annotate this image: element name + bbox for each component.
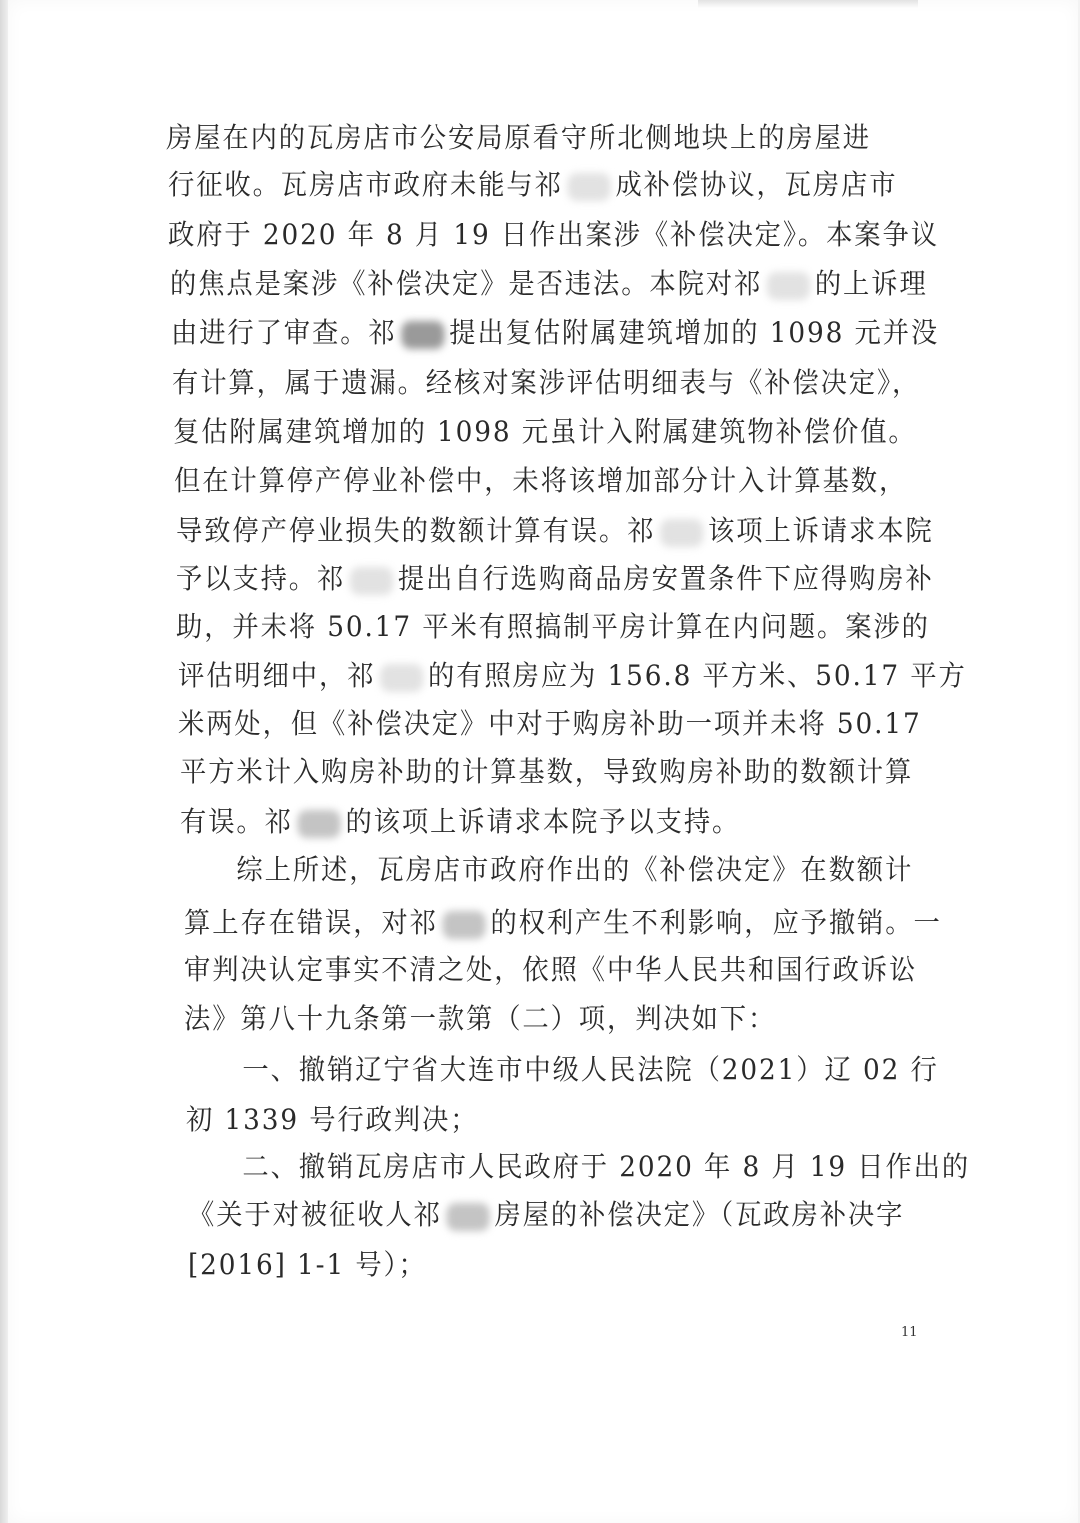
text-segment: 平方米计入购房补助的计算基数，导致购房补助的数额计算 — [180, 755, 914, 788]
text-segment: 房屋在内的瓦房店市公安局原看守所北侧地块上的房屋进 — [166, 121, 872, 154]
text-segment: 评估明细中，祁 — [178, 659, 376, 692]
text-segment: 综上所述，瓦房店市政府作出的《补偿决定》在数额计 — [180, 853, 914, 886]
text-line — [176, 511, 934, 551]
text-segment: 该项上诉请求本院 — [708, 514, 934, 547]
text-line — [168, 165, 897, 205]
text-segment: 算上存在错误，对祁 — [184, 906, 438, 939]
text-line — [188, 1245, 427, 1285]
text-segment: 二、撤销瓦房店市人民政府于 2020 年 8 月 19 日作出的 — [186, 1150, 971, 1183]
text-line — [180, 850, 913, 890]
text-segment: 审判决认定事实不清之处，依照《中华人民共和国行政诉讼 — [184, 953, 918, 986]
text-segment: 行征收。瓦房店市政府未能与祁 — [168, 168, 563, 201]
text-segment: 的焦点是案涉《补偿决定》是否违法。本院对祁 — [170, 267, 763, 300]
text-line — [186, 1050, 939, 1090]
scan-left-edge — [0, 0, 8, 1523]
redacted-name-blur — [346, 564, 397, 598]
text-segment: 成补偿协议，瓦房店市 — [615, 168, 898, 201]
text-line — [174, 461, 907, 501]
text-line — [186, 1147, 970, 1187]
redacted-name-blur — [443, 1200, 494, 1234]
text-line — [180, 802, 740, 842]
text-segment: 《关于对被征收人祁 — [188, 1198, 442, 1231]
text-segment: 有误。祁 — [180, 805, 293, 838]
text-line — [172, 363, 920, 403]
text-segment: 法》第八十九条第一款第（二）项，判决如下： — [184, 1002, 777, 1035]
text-line — [166, 118, 871, 158]
text-segment: 复估附属建筑增加的 1098 元虽计入附属建筑物补偿价值。 — [173, 415, 917, 448]
text-segment: 有计算，属于遗漏。经核对案涉评估明细表与《补偿决定》， — [172, 366, 921, 399]
text-segment: 导致停产停业损失的数额计算有误。祁 — [176, 514, 656, 547]
document-page — [8, 0, 1078, 1523]
text-segment: 由进行了审查。祁 — [171, 316, 397, 349]
text-segment: 助，并未将 50.17 平米有照搞制平房计算在内问题。案涉的 — [176, 610, 930, 643]
text-segment: 的上诉理 — [814, 267, 928, 300]
text-segment: 房屋的补偿决定》（瓦政房补决字 — [494, 1198, 905, 1231]
redacted-name-blur — [564, 170, 615, 204]
text-segment: 的该项上诉请求本院予以支持。 — [345, 805, 741, 838]
text-segment: [2016] 1-1 号）； — [188, 1248, 427, 1281]
redacted-name-blur — [439, 908, 490, 942]
text-line — [188, 1195, 904, 1235]
text-line — [178, 704, 922, 744]
text-line — [186, 1100, 478, 1140]
text-line — [170, 264, 928, 304]
redacted-name-blur — [376, 661, 427, 695]
text-line — [178, 656, 967, 696]
text-segment: 提出自行选购商品房安置条件下应得购房补 — [397, 562, 934, 595]
text-line — [184, 999, 776, 1039]
text-segment: 米两处，但《补偿决定》中对于购房补助一项并未将 50.17 — [178, 707, 922, 740]
text-line — [168, 215, 939, 255]
text-segment: 一、撤销辽宁省大连市中级人民法院（2021）辽 02 行 — [186, 1053, 939, 1086]
redacted-name-blur — [656, 516, 707, 550]
redacted-name-blur — [294, 807, 345, 841]
scan-top-smudge — [698, 0, 918, 8]
page-number: 11 — [901, 1325, 918, 1340]
text-line — [184, 950, 917, 990]
text-segment: 的有照房应为 156.8 平方米、50.17 平方 — [428, 659, 967, 692]
text-segment: 但在计算停产停业补偿中，未将该增加部分计入计算基数， — [174, 464, 908, 497]
text-segment: 予以支持。祁 — [176, 562, 346, 595]
text-line — [184, 903, 942, 943]
text-line — [173, 412, 917, 452]
redacted-name-blur — [763, 269, 814, 303]
text-segment: 的权利产生不利影响，应予撤销。一 — [490, 906, 942, 939]
text-line — [176, 607, 930, 647]
text-segment: 提出复估附属建筑增加的 1098 元并没 — [449, 316, 940, 349]
redacted-name-blur — [398, 318, 449, 352]
text-segment: 初 1339 号行政判决； — [186, 1103, 479, 1136]
text-line — [180, 752, 913, 792]
text-line — [176, 559, 934, 599]
text-line — [171, 313, 939, 353]
text-segment: 政府于 2020 年 8 月 19 日作出案涉《补偿决定》。本案争议 — [168, 218, 939, 251]
